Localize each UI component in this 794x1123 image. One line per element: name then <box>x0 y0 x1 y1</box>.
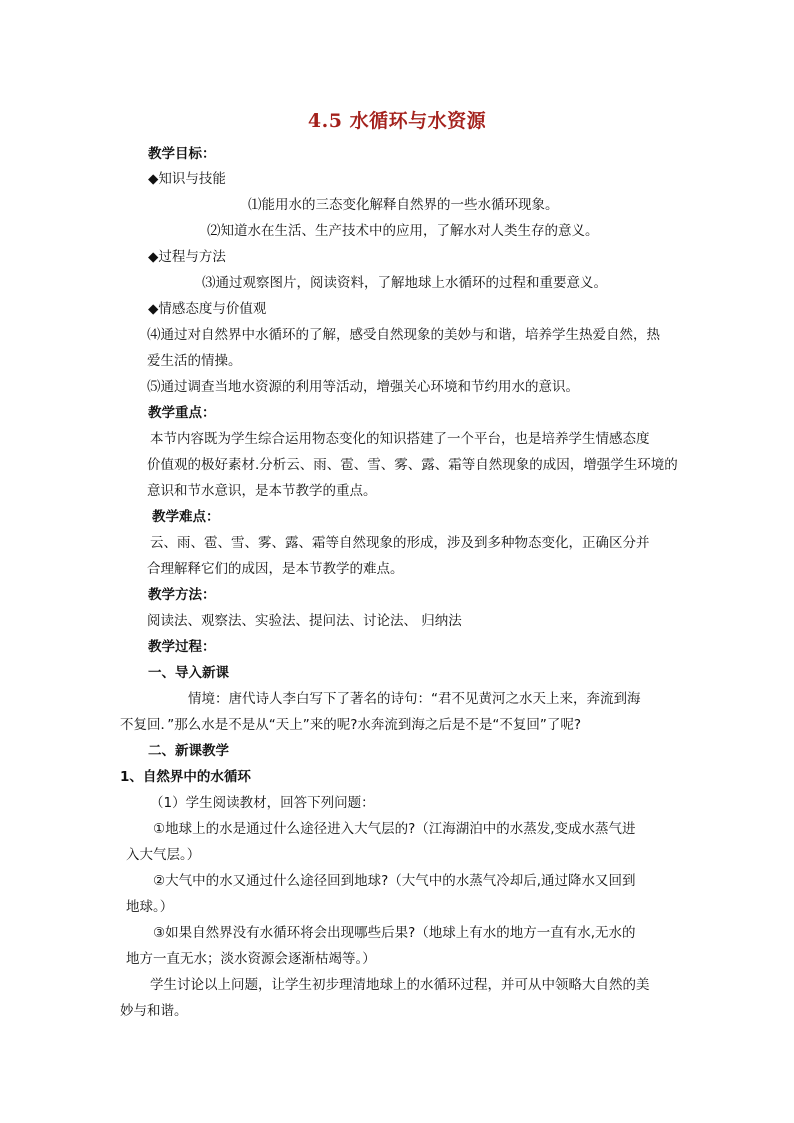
objective-item-4-line1: ⑷通过对自然界中水循环的了解，感受自然现象的美妙与和谐，培养学生热爱自然，热 <box>147 327 660 343</box>
methods-heading: 教学方法： <box>148 587 216 603</box>
question-2-line2: 地球。） <box>126 899 174 915</box>
intro-line-2: 不复回．”那么水是不是从“天上”来的呢?水奔流到海之后是不是“不复回”了呢? <box>120 717 582 733</box>
emotion-values-label: ◆情感态度与价值观 <box>148 301 267 317</box>
objective-item-2: ⑵知道水在生活、生产技术中的应用，了解水对人类生存的意义。 <box>207 223 599 239</box>
question-3-line2: 地方一直无水；淡水资源会逐渐枯竭等。） <box>126 951 376 967</box>
objective-item-5: ⑸通过调查当地水资源的利用等活动，增强关心环境和节约用水的意识。 <box>147 379 579 395</box>
question-1-line2: 入大气层。） <box>126 847 201 863</box>
objective-item-3: ⑶通过观察图片，阅读资料，了解地球上水循环的过程和重要意义。 <box>202 275 607 291</box>
discussion-line-1: 学生讨论以上问题，让学生初步理清地球上的水循环过程，并可从中领略大自然的美 <box>150 977 650 993</box>
intro-heading: 一、导入新课 <box>148 665 229 681</box>
question-2-line1: ②大气中的水又通过什么途径回到地球?（大气中的水蒸气冷却后,通过降水又回到 <box>153 873 636 889</box>
question-3-line1: ③如果自然界没有水循环将会出现哪些后果?（地球上有水的地方一直有水,无水的 <box>153 925 636 941</box>
objective-item-1: ⑴能用水的三态变化解释自然界的一些水循环现象。 <box>248 197 559 213</box>
key-points-line-3: 意识和节水意识，是本节教学的重点。 <box>147 483 377 499</box>
key-points-line-1: 本节内容既为学生综合运用物态变化的知识搭建了一个平台，也是培养学生情感态度 <box>150 431 650 447</box>
difficulties-line-2: 合理解释它们的成因，是本节教学的难点。 <box>147 561 404 577</box>
reading-instruction: （1）学生阅读教材，回答下列问题： <box>150 795 375 811</box>
process-methods-label: ◆过程与方法 <box>148 249 226 265</box>
objective-item-4-line2: 爱生活的情操。 <box>147 353 242 369</box>
discussion-line-2: 妙与和谐。 <box>120 1003 188 1019</box>
methods-text: 阅读法、观察法、实验法、提问法、讨论法、 归纳法 <box>147 613 462 629</box>
difficulties-line-1: 云、雨、雹、雪、雾、露、霜等自然现象的形成，涉及到多种物态变化，正确区分并 <box>150 535 650 551</box>
difficulties-heading: 教学难点： <box>152 509 220 525</box>
key-points-heading: 教学重点： <box>148 405 216 421</box>
new-lesson-heading: 二、新课教学 <box>148 743 229 759</box>
objectives-heading: 教学目标： <box>148 146 216 162</box>
process-heading: 教学过程： <box>148 639 216 655</box>
question-1-line1: ①地球上的水是通过什么途径进入大气层的?（江海湖泊中的水蒸发,变成水蒸气进 <box>153 821 636 837</box>
water-cycle-subheading: 1、自然界中的水循环 <box>120 769 251 785</box>
knowledge-skills-label: ◆知识与技能 <box>148 171 226 187</box>
page-title: 4.5 水循环与水资源 <box>307 110 487 132</box>
key-points-line-2: 价值观的极好素材.分析云、雨、雹、雪、雾、露、霜等自然现象的成因，增强学生环境的 <box>147 457 678 473</box>
intro-line-1: 情境：唐代诗人李白写下了著名的诗句：“君不见黄河之水天上来，奔流到海 <box>188 691 641 707</box>
